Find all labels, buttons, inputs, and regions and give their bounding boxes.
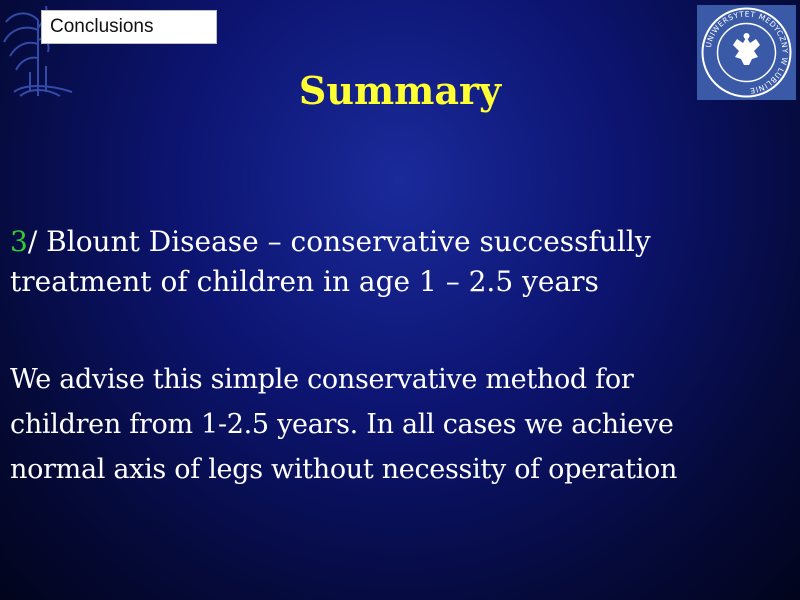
point-line-2: treatment of children in age 1 – 2.5 years (10, 265, 599, 298)
advice-line-3: normal axis of legs without necessity of operation (10, 454, 678, 485)
advice-paragraph (10, 357, 800, 492)
point-line-1: Blount Disease – conservative successfully (37, 225, 651, 258)
section-tag (41, 10, 217, 44)
svg-text:UNIWERSYTET MEDYCZNY W LUBLINI: UNIWERSYTET MEDYCZNY W LUBLINIE (703, 9, 790, 96)
slide-title: Summary (298, 68, 502, 113)
point-slash: / (27, 225, 38, 258)
section-tag-label: Conclusions (50, 16, 154, 37)
summary-point (10, 222, 790, 302)
advice-line-2: children from 1-2.5 years. In all cases we achieve (10, 409, 674, 440)
advice-line-1: We advise this simple conservative method for (10, 364, 634, 395)
point-number: 3 (10, 225, 28, 258)
